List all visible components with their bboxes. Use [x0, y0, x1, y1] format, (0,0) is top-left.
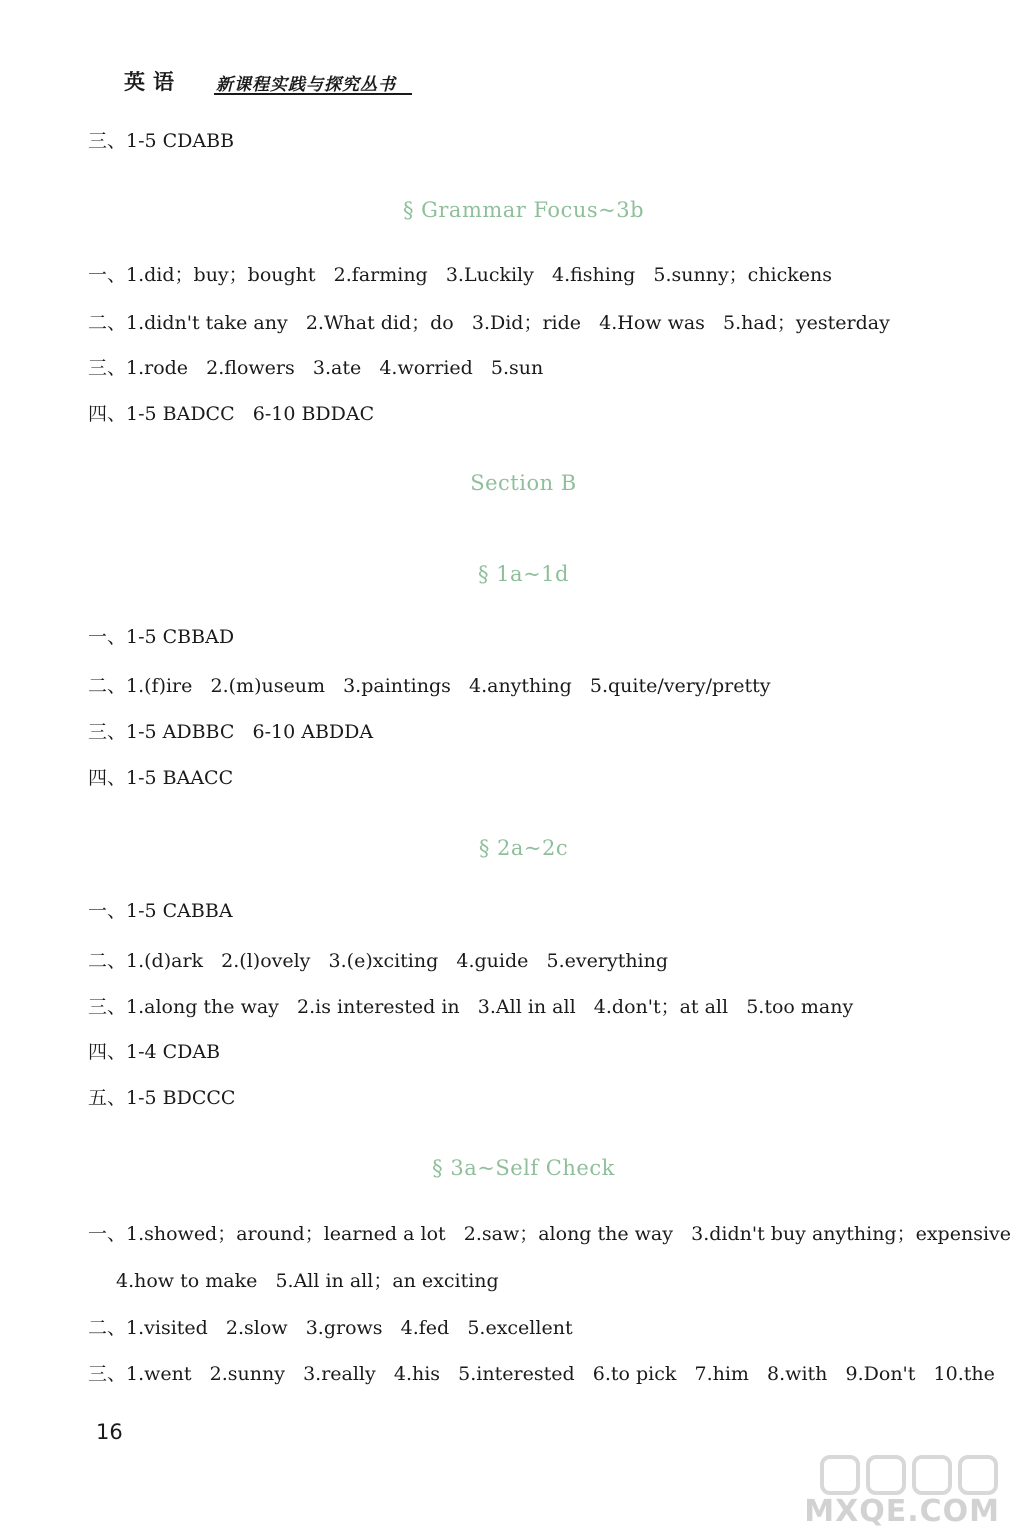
- answer-line: 二、1.(d)ark 2.(l)ovely 3.(e)xciting 4.guide 5.everything: [88, 950, 669, 972]
- answer-line: 二、1.(f)ire 2.(m)useum 3.paintings 4.anything 5.quite/very/pretty: [88, 675, 771, 697]
- watermark-logo-icon: [818, 1455, 998, 1495]
- answer-line: 三、1.rode 2.flowers 3.ate 4.worried 5.sun: [88, 357, 544, 379]
- answer-line: 三、1-5 ADBBC 6-10 ABDDA: [88, 721, 374, 743]
- section-heading: § 3a~Self Check: [432, 1156, 615, 1180]
- answer-line: 二、1.visited 2.slow 3.grows 4.fed 5.excellent: [88, 1317, 573, 1339]
- answer-line: 四、1-5 BADCC 6-10 BDDAC: [88, 403, 375, 425]
- answer-line: 一、1-5 CBBAD: [88, 626, 235, 648]
- section-heading: § Grammar Focus~3b: [402, 198, 645, 222]
- section-heading: Section B: [470, 471, 577, 495]
- answer-line: 三、1.went 2.sunny 3.really 4.his 5.interested 6.to pick 7.him 8.with 9.Don't 10.the: [88, 1363, 995, 1385]
- answer-line: 四、1-4 CDAB: [88, 1041, 221, 1063]
- page-number: 16: [96, 1420, 123, 1444]
- watermark-text: MXQE.COM: [804, 1494, 1000, 1529]
- header-rule: [214, 93, 412, 95]
- answer-line: 四、1-5 BAACC: [88, 767, 234, 789]
- answer-line: 五、1-5 BDCCC: [88, 1087, 236, 1109]
- section-heading: § 1a~1d: [478, 562, 569, 586]
- section-heading: § 2a~2c: [478, 836, 569, 860]
- answer-line: 三、1-5 CDABB: [88, 130, 235, 152]
- answer-line: 一、1-5 CABBA: [88, 900, 233, 922]
- answer-line: 三、1.along the way 2.is interested in 3.All in all 4.don't；at all 5.too many: [88, 996, 854, 1018]
- answer-line: 4.how to make 5.All in all；an exciting: [116, 1270, 499, 1292]
- answer-line: 一、1.showed；around；learned a lot 2.saw；along the way 3.didn't buy anything；expensive: [88, 1223, 1012, 1245]
- header-subject: 英语: [124, 70, 182, 94]
- answer-line: 二、1.didn't take any 2.What did；do 3.Did；ride 4.How was 5.had；yesterday: [88, 312, 890, 334]
- header-series: 新课程实践与探究丛书: [216, 75, 396, 95]
- watermark: [804, 1455, 1008, 1529]
- answer-line: 一、1.did；buy；bought 2.farming 3.Luckily 4.fishing 5.sunny；chickens: [88, 264, 833, 286]
